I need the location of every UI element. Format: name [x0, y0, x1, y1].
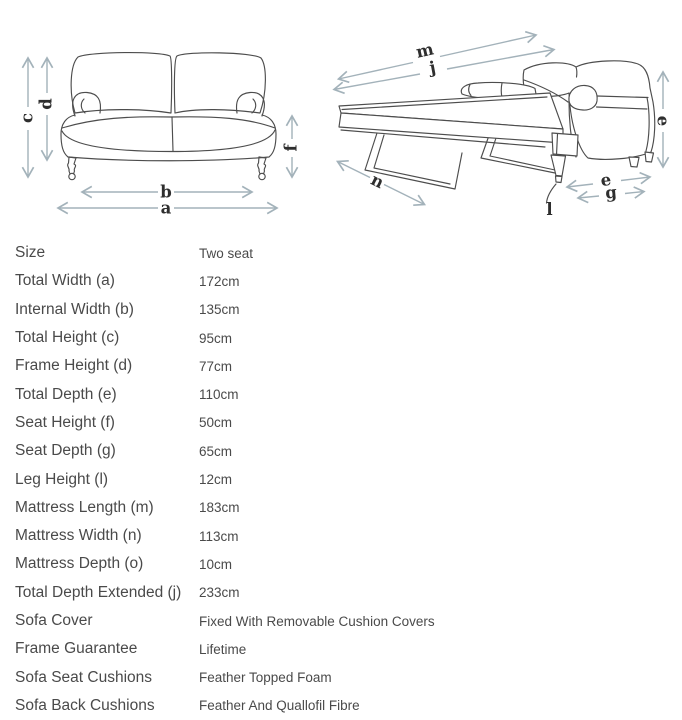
table-row: [0, 550, 682, 578]
spec-label: Mattress Length (m): [15, 498, 154, 516]
spec-label: Mattress Width (n): [15, 527, 142, 545]
table-row: [0, 324, 682, 352]
spec-value: Two seat: [199, 245, 254, 261]
spec-table: [0, 239, 682, 720]
spec-label: Seat Depth (g): [15, 442, 116, 460]
table-row: [0, 437, 682, 465]
spec-label: Sofa Seat Cushions: [15, 668, 153, 686]
table-row: [0, 522, 682, 550]
spec-value: 10cm: [199, 556, 233, 572]
table-row: [0, 692, 682, 720]
dimension-diagrams-svg: [0, 0, 682, 232]
dim-label-c: c: [17, 112, 37, 124]
table-row: [0, 296, 682, 324]
spec-label: Leg Height (l): [15, 470, 109, 488]
spec-value: 77cm: [199, 358, 233, 374]
table-row: [0, 607, 682, 635]
spec-label: Total Depth Extended (j): [15, 583, 182, 601]
spec-value: 183cm: [199, 500, 240, 516]
spec-value: 233cm: [199, 585, 240, 601]
spec-value: Feather And Quallofil Fibre: [199, 698, 360, 714]
table-row: [0, 635, 682, 663]
dimension-diagrams: [0, 0, 682, 232]
spec-value: Lifetime: [199, 641, 247, 657]
table-row: [0, 380, 682, 408]
spec-label: Total Height (c): [15, 329, 120, 347]
table-row: [0, 663, 682, 691]
dim-label-n: n: [367, 169, 387, 193]
dim-label-f: f: [281, 144, 301, 152]
table-row: [0, 465, 682, 493]
dim-label-g: g: [604, 182, 618, 203]
dim-label-m: m: [414, 39, 436, 62]
table-row: [0, 352, 682, 380]
spec-value: 12cm: [199, 472, 233, 488]
dim-label-e-vertical: e: [653, 115, 673, 127]
spec-value: 95cm: [199, 330, 233, 346]
spec-value: 113cm: [199, 528, 239, 544]
dim-label-j: j: [427, 57, 438, 78]
dim-arrow-m: [339, 35, 537, 79]
dim-label-b: b: [160, 182, 172, 202]
spec-value: 172cm: [199, 273, 240, 289]
sofa-front-dimensions: [18, 58, 301, 218]
spec-label: Sofa Back Cushions: [15, 696, 155, 714]
spec-value: 50cm: [199, 415, 233, 431]
spec-label: Frame Guarantee: [15, 640, 138, 658]
dim-label-d: d: [36, 98, 56, 110]
table-row: [0, 239, 682, 267]
spec-value: 135cm: [199, 302, 240, 318]
table-row: [0, 409, 682, 437]
spec-label: Total Depth (e): [15, 385, 117, 403]
spec-value: 65cm: [199, 443, 233, 459]
spec-label: Frame Height (d): [15, 357, 133, 375]
spec-label: Total Width (a): [15, 272, 115, 290]
spec-value: Fixed With Removable Cushion Covers: [199, 613, 435, 629]
spec-label: Size: [15, 244, 46, 262]
spec-value: 110cm: [199, 387, 239, 403]
spec-value: Feather Topped Foam: [199, 670, 332, 686]
table-row: [0, 579, 682, 607]
spec-label: Seat Height (f): [15, 413, 115, 431]
spec-label: Mattress Depth (o): [15, 555, 144, 573]
dim-label-l: l: [546, 200, 553, 219]
spec-label: Sofa Cover: [15, 612, 93, 629]
table-row: [0, 494, 682, 522]
dim-label-e-depth: e: [599, 170, 613, 191]
dim-label-a: a: [160, 198, 172, 218]
table-row: [0, 267, 682, 295]
spec-label: Internal Width (b): [15, 300, 134, 318]
sofa-front-drawing: [61, 53, 276, 180]
